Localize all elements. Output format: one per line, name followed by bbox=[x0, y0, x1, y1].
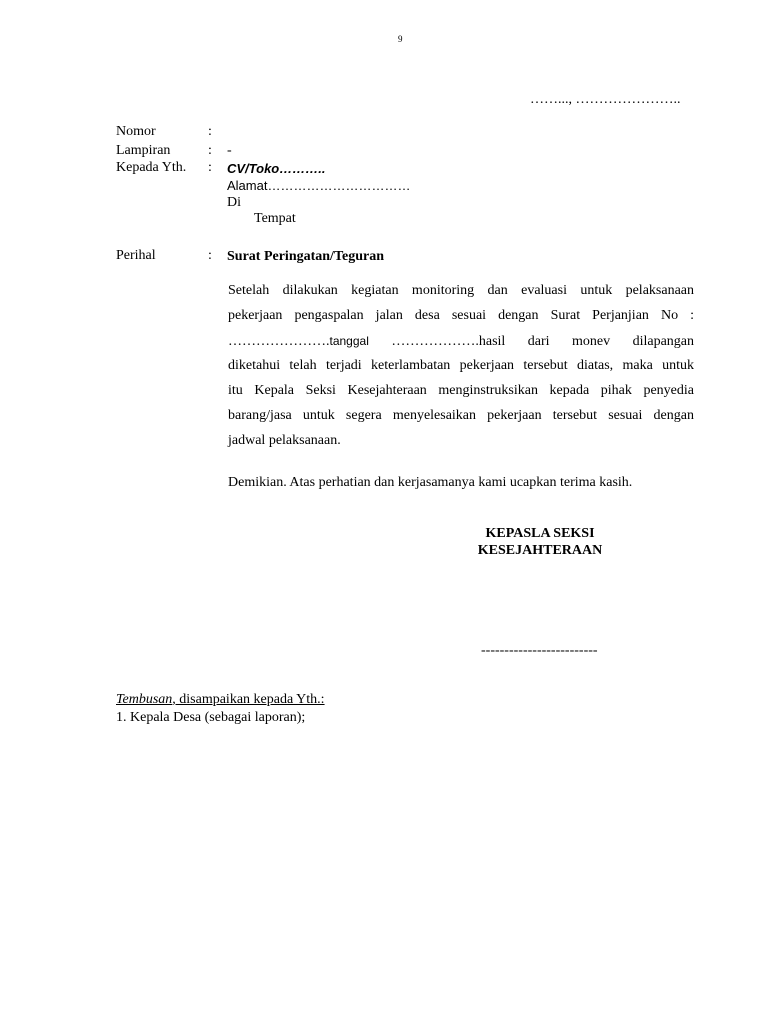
lampiran-label: Lampiran bbox=[116, 143, 171, 158]
kepada-colon: : bbox=[208, 160, 212, 175]
perihal-colon: : bbox=[208, 248, 212, 263]
body-line-4: diketahui telah terjadi keterlambatan pekerjaan tersebut diatas, maka untuk bbox=[228, 358, 694, 373]
perihal-value: Surat Peringatan/Teguran bbox=[227, 249, 384, 264]
lampiran-colon: : bbox=[208, 143, 212, 158]
page-number: 9 bbox=[398, 34, 403, 44]
tanggal-word: tanggal bbox=[329, 334, 369, 348]
body-line-3 bbox=[228, 332, 694, 351]
tanggal-blank-text: ……………….hasil dari monev dilapangan bbox=[391, 334, 695, 349]
recipient-name: CV/Toko……….. bbox=[227, 161, 326, 176]
tembusan-item: 1. Kepala Desa (sebagai laporan); bbox=[116, 710, 306, 725]
tembusan-label-rest: , disampaikan kepada Yth.: bbox=[172, 692, 325, 707]
nomor-label: Nomor bbox=[116, 124, 156, 139]
lampiran-value: - bbox=[227, 143, 232, 158]
signature-title-line-2: KESEJAHTERAAN bbox=[477, 543, 603, 558]
body-line-1: Setelah dilakukan kegiatan monitoring dan evaluasi untuk pelaksanaan bbox=[228, 283, 694, 298]
body-line-6: barang/jasa untuk segera menyelesaikan pekerjaan tersebut sesuai dengan bbox=[228, 408, 694, 423]
signature-name-line: ------------------------- bbox=[481, 643, 598, 658]
nomor-colon: : bbox=[208, 124, 212, 139]
body-line-2: pekerjaan pengaspalan jalan desa sesuai dengan Surat Perjanjian No : bbox=[228, 308, 694, 323]
tembusan-heading bbox=[116, 692, 325, 708]
kepada-label: Kepada Yth. bbox=[116, 160, 187, 175]
date-line: ……..., ………………….. bbox=[530, 92, 681, 107]
perihal-label: Perihal bbox=[116, 248, 156, 263]
perjanjian-number-blank: …………………. bbox=[228, 334, 330, 349]
recipient-di: Di bbox=[227, 195, 241, 210]
signature-title-line-1: KEPASLA SEKSI bbox=[485, 526, 595, 541]
body-line-5: itu Kepala Seksi Kesejahteraan menginstruksikan kepada pihak penyedia bbox=[228, 383, 694, 398]
body-line-7: jadwal pelaksanaan. bbox=[228, 433, 341, 448]
closing-sentence: Demikian. Atas perhatian dan kerjasamanya kami ucapkan terima kasih. bbox=[228, 475, 633, 490]
recipient-place: Tempat bbox=[254, 211, 296, 226]
tembusan-label: Tembusan bbox=[116, 692, 173, 707]
recipient-address: Alamat…………………………… bbox=[227, 178, 411, 193]
